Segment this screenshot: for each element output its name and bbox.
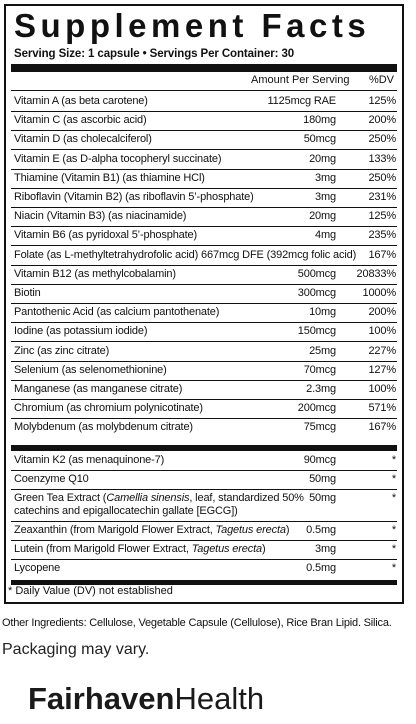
serving-info: Serving Size: 1 capsule • Servings Per Container: 30 [14, 48, 295, 60]
nutrient-dv: * [391, 492, 396, 504]
nutrient-amount: 50mcg [303, 133, 336, 145]
nutrient-amount: 20mg [309, 210, 336, 222]
nutrient-amount: 75mcg [303, 421, 336, 433]
nutrient-name: Coenzyme Q10 [14, 473, 89, 485]
row-divider [11, 169, 397, 170]
nutrient-amount: 50mg [309, 473, 336, 485]
row-divider [11, 418, 397, 419]
row-divider [11, 207, 397, 208]
nutrient-dv: 125% [368, 210, 396, 222]
nutrient-name: Molybdenum (as molybdenum citrate) [14, 421, 193, 433]
row-divider [11, 226, 397, 227]
nutrient-name: Manganese (as manganese citrate) [14, 383, 183, 395]
amount-per-serving-header: Amount Per Serving [251, 74, 350, 86]
dv-footnote: * Daily Value (DV) not established [8, 585, 173, 597]
nutrient-name: Lycopene [14, 562, 61, 574]
nutrient-amount: 20mg [309, 153, 336, 165]
panel-title: Supplement Facts [14, 7, 371, 44]
nutrient-name: Niacin (Vitamin B3) (as niacinamide) [14, 210, 187, 222]
nutrient-amount: 10mg [309, 306, 336, 318]
supplement-facts-panel [4, 4, 404, 604]
row-divider [11, 322, 397, 323]
nutrient-dv: 133% [368, 153, 396, 165]
row-divider [11, 111, 397, 112]
row-divider [11, 380, 397, 381]
nutrient-dv: 20833% [356, 268, 396, 280]
nutrient-name: Vitamin C (as ascorbic acid) [14, 114, 147, 126]
row-divider [11, 489, 397, 490]
nutrient-dv: * [391, 543, 396, 555]
other-ingredients: Other Ingredients: Cellulose, Vegetable Capsule (Cellulose), Rice Bran Lipid. Silica. [2, 617, 392, 629]
row-divider [11, 245, 397, 246]
row-divider [11, 341, 397, 342]
nutrient-name: Folate (as L-methyltetrahydrofolic acid) 667mcg DFE (392mcg folic acid) [14, 249, 357, 261]
nutrient-amount: 4mg [315, 229, 336, 241]
nutrient-row [14, 492, 396, 520]
thick-divider-top [11, 64, 397, 72]
nutrient-name: Lutein (from Marigold Flower Extract, Tagetus erecta) [14, 543, 266, 555]
nutrient-name: Vitamin B6 (as pyridoxal 5’-phosphate) [14, 229, 198, 241]
row-divider [11, 399, 397, 400]
row-divider [11, 303, 397, 304]
nutrient-dv: * [391, 473, 396, 485]
nutrient-dv: 227% [368, 345, 396, 357]
nutrient-amount: 1125mcg RAE [267, 95, 336, 107]
nutrient-dv: 200% [368, 114, 396, 126]
nutrient-amount: 180mg [303, 114, 336, 126]
nutrient-name: Riboflavin (Vitamin B2) (as riboflavin 5’-phosphate) [14, 191, 254, 203]
thick-divider-middle [11, 445, 397, 451]
nutrient-amount: 0.5mg [306, 562, 336, 574]
nutrient-amount: 70mcg [303, 364, 336, 376]
nutrient-dv: 200% [368, 306, 396, 318]
nutrient-dv: 250% [368, 172, 396, 184]
nutrient-amount: 90mcg [303, 454, 336, 466]
nutrient-dv: * [391, 454, 396, 466]
row-divider [11, 130, 397, 131]
nutrient-dv: 235% [368, 229, 396, 241]
nutrient-name: Zeaxanthin (from Marigold Flower Extract, Tagetus erecta) [14, 524, 290, 536]
row-divider [11, 265, 397, 266]
nutrient-dv: 250% [368, 133, 396, 145]
nutrient-amount: 50mg [309, 492, 336, 504]
nutrient-amount: 2.3mg [306, 383, 336, 395]
nutrient-name: Vitamin B12 (as methylcobalamin) [14, 268, 176, 280]
nutrient-dv: 1000% [362, 287, 396, 299]
nutrient-dv: 167% [368, 249, 396, 261]
nutrient-amount: 3mg [315, 172, 336, 184]
nutrient-name: Vitamin E (as D-alpha tocopheryl succinate) [14, 153, 222, 165]
brand-logo: FairhavenHealth [28, 681, 265, 716]
row-divider [11, 361, 397, 362]
nutrient-dv: 127% [368, 364, 396, 376]
row-divider [11, 521, 397, 522]
nutrient-name: Selenium (as selenomethionine) [14, 364, 167, 376]
nutrient-dv: 167% [368, 421, 396, 433]
nutrient-amount: 300mcg [297, 287, 336, 299]
dv-header: %DV [368, 74, 394, 86]
nutrient-dv: 125% [368, 95, 396, 107]
packaging-note: Packaging may vary. [2, 641, 150, 658]
row-divider [11, 284, 397, 285]
nutrient-name: Thiamine (Vitamin B1) (as thiamine HCl) [14, 172, 205, 184]
nutrient-dv: 571% [368, 402, 396, 414]
nutrient-amount: 150mcg [297, 325, 336, 337]
nutrient-amount: 3mg [315, 191, 336, 203]
row-divider [11, 559, 397, 560]
nutrient-amount: 200mcg [297, 402, 336, 414]
nutrient-name: Vitamin K2 (as menaquinone-7) [14, 454, 165, 466]
nutrient-dv: 100% [368, 325, 396, 337]
nutrient-name: Pantothenic Acid (as calcium pantothenate) [14, 306, 220, 318]
row-divider [11, 540, 397, 541]
row-divider [11, 188, 397, 189]
nutrient-dv: 231% [368, 191, 396, 203]
row-divider [11, 149, 397, 150]
nutrient-name: Chromium (as chromium polynicotinate) [14, 402, 203, 414]
header-divider [11, 90, 397, 91]
nutrient-amount: 0.5mg [306, 524, 336, 536]
nutrient-amount: 3mg [315, 543, 336, 555]
nutrient-name: Biotin [14, 287, 41, 299]
nutrient-name: Vitamin A (as beta carotene) [14, 95, 148, 107]
nutrient-dv: 100% [368, 383, 396, 395]
row-divider [11, 470, 397, 471]
nutrient-name: Green Tea Extract (Camellia sinensis, leaf, standardized 50% catechins and epigallocatechin gallate [EGCG]) [14, 492, 304, 517]
nutrient-dv: * [391, 562, 396, 574]
nutrient-dv: * [391, 524, 396, 536]
nutrient-name: Zinc (as zinc citrate) [14, 345, 110, 357]
nutrient-amount: 25mg [309, 345, 336, 357]
nutrient-name: Iodine (as potassium iodide) [14, 325, 148, 337]
nutrient-name: Vitamin D (as cholecalciferol) [14, 133, 152, 145]
nutrient-amount: 500mcg [297, 268, 336, 280]
